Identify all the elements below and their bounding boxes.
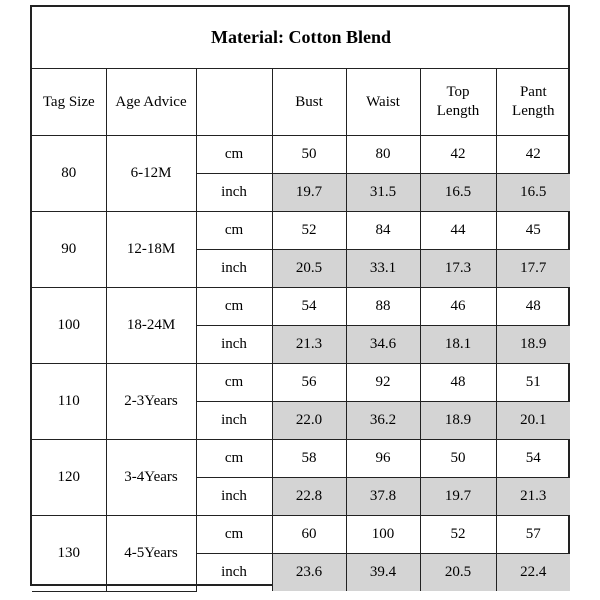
waist-cell: 84 (346, 212, 420, 250)
header-top-length (420, 69, 496, 136)
top-length-cell: 44 (420, 212, 496, 250)
age-advice-cell: 12-18M (106, 212, 196, 288)
pant-length-cell: 22.4 (496, 554, 570, 592)
waist-cell: 39.4 (346, 554, 420, 592)
header-bust: Bust (272, 69, 346, 136)
bust-cell: 22.0 (272, 402, 346, 440)
pant-length-cell: 51 (496, 364, 570, 402)
top-length-cell: 46 (420, 288, 496, 326)
table-row-cm (32, 440, 570, 478)
table-row-cm (32, 516, 570, 554)
bust-cell: 58 (272, 440, 346, 478)
unit-cell: inch (196, 250, 272, 288)
top-length-cell: 19.7 (420, 478, 496, 516)
pant-length-cell: 45 (496, 212, 570, 250)
table-row-cm (32, 364, 570, 402)
table-row-cm (32, 288, 570, 326)
bust-cell: 54 (272, 288, 346, 326)
bust-cell: 56 (272, 364, 346, 402)
bust-cell: 21.3 (272, 326, 346, 364)
age-advice-cell: 2-3Years (106, 364, 196, 440)
bust-cell: 60 (272, 516, 346, 554)
header-waist: Waist (346, 69, 420, 136)
header-pant-length-line2: Length (512, 103, 555, 119)
header-unit (196, 69, 272, 136)
header-pant-length (496, 69, 570, 136)
top-length-cell: 50 (420, 440, 496, 478)
pant-length-cell: 21.3 (496, 478, 570, 516)
table-row-cm (32, 212, 570, 250)
bust-cell: 22.8 (272, 478, 346, 516)
waist-cell: 33.1 (346, 250, 420, 288)
header-age-advice: Age Advice (106, 69, 196, 136)
unit-cell: inch (196, 478, 272, 516)
waist-cell: 96 (346, 440, 420, 478)
pant-length-cell: 54 (496, 440, 570, 478)
top-length-cell: 42 (420, 136, 496, 174)
header-pant-length-line1: Pant (519, 84, 547, 101)
tag-size-cell: 130 (32, 516, 106, 592)
bust-cell: 52 (272, 212, 346, 250)
unit-cell: inch (196, 174, 272, 212)
table-row-cm (32, 136, 570, 174)
unit-cell: inch (196, 326, 272, 364)
tag-size-cell: 90 (32, 212, 106, 288)
header-top-length-line2: Length (436, 103, 480, 119)
tag-size-cell: 110 (32, 364, 106, 440)
age-advice-cell: 6-12M (106, 136, 196, 212)
age-advice-cell: 4-5Years (106, 516, 196, 592)
bust-cell: 19.7 (272, 174, 346, 212)
unit-cell: cm (196, 212, 272, 250)
age-advice-cell: 3-4Years (106, 440, 196, 516)
pant-length-cell: 42 (496, 136, 570, 174)
header-row (32, 69, 570, 136)
bust-cell: 20.5 (272, 250, 346, 288)
chart-title: Material: Cotton Blend (32, 7, 570, 69)
top-length-cell: 52 (420, 516, 496, 554)
unit-cell: cm (196, 136, 272, 174)
header-tag-size: Tag Size (32, 69, 106, 136)
size-table (32, 7, 570, 592)
waist-cell: 31.5 (346, 174, 420, 212)
unit-cell: inch (196, 554, 272, 592)
bust-cell: 23.6 (272, 554, 346, 592)
tag-size-cell: 120 (32, 440, 106, 516)
bust-cell: 50 (272, 136, 346, 174)
unit-cell: cm (196, 516, 272, 554)
age-advice-cell: 18-24M (106, 288, 196, 364)
pant-length-cell: 48 (496, 288, 570, 326)
tag-size-cell: 100 (32, 288, 106, 364)
unit-cell: cm (196, 288, 272, 326)
waist-cell: 34.6 (346, 326, 420, 364)
pant-length-cell: 17.7 (496, 250, 570, 288)
waist-cell: 36.2 (346, 402, 420, 440)
waist-cell: 100 (346, 516, 420, 554)
top-length-cell: 18.9 (420, 402, 496, 440)
top-length-cell: 48 (420, 364, 496, 402)
waist-cell: 80 (346, 136, 420, 174)
tag-size-cell: 80 (32, 136, 106, 212)
unit-cell: cm (196, 440, 272, 478)
waist-cell: 37.8 (346, 478, 420, 516)
top-length-cell: 18.1 (420, 326, 496, 364)
waist-cell: 92 (346, 364, 420, 402)
header-top-length-line1: Top (446, 84, 470, 101)
pant-length-cell: 57 (496, 516, 570, 554)
top-length-cell: 16.5 (420, 174, 496, 212)
pant-length-cell: 16.5 (496, 174, 570, 212)
unit-cell: cm (196, 364, 272, 402)
waist-cell: 88 (346, 288, 420, 326)
unit-cell: inch (196, 402, 272, 440)
top-length-cell: 20.5 (420, 554, 496, 592)
top-length-cell: 17.3 (420, 250, 496, 288)
pant-length-cell: 18.9 (496, 326, 570, 364)
pant-length-cell: 20.1 (496, 402, 570, 440)
size-chart (30, 5, 570, 586)
